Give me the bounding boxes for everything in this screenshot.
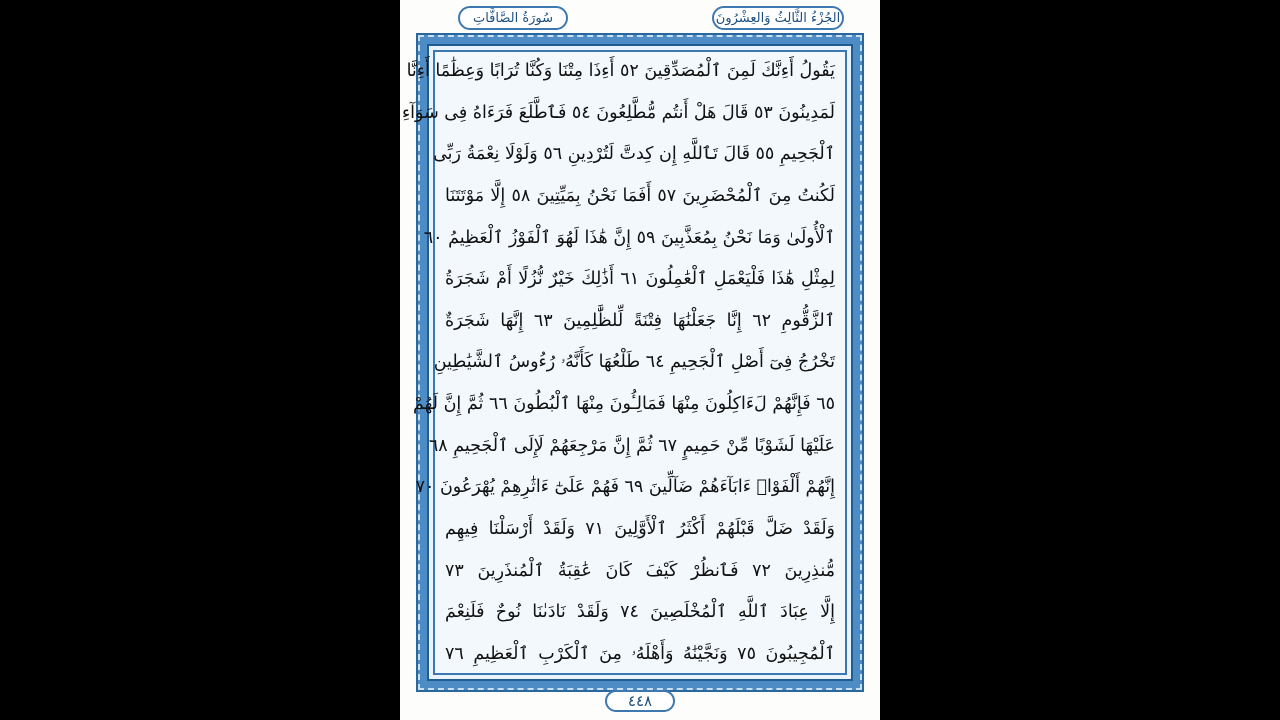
verse-line: إِلَّا عِبَادَ ٱللَّهِ ٱلْمُخْلَصِينَ ٧٤ وَلَقَدْ نَادَىٰنَا نُوحٌ فَلَنِعْمَ xyxy=(445,602,835,623)
verse-line: مُّنذِرِينَ ٧٢ فَٱنظُرْ كَيْفَ كَانَ عَٰقِبَةُ ٱلْمُنذَرِينَ ٧٣ xyxy=(445,560,835,581)
verse-line: لَمَدِينُونَ ٥٣ قَالَ هَلْ أَنتُم مُّطَّلِعُونَ ٥٤ فَٱطَّلَعَ فَرَءَاهُ فِى سَوَآءِ xyxy=(401,102,835,123)
verse-line: تَخْرُجُ فِىٓ أَصْلِ ٱلْجَحِيمِ ٦٤ طَلْعُهَا كَأَنَّهُۥ رُءُوسُ ٱلشَّيَٰطِينِ xyxy=(433,352,835,373)
surah-name-header: سُورَةُ الصَّافَّاتِ xyxy=(458,6,568,30)
verse-line: عَلَيْهَا لَشَوْبًا مِّنْ حَمِيمٍ ٦٧ ثُمَّ إِنَّ مَرْجِعَهُمْ لَإِلَى ٱلْجَحِيمِ ٦٨ xyxy=(428,435,835,456)
verse-line: ٱلزَّقُّومِ ٦٢ إِنَّا جَعَلْنَٰهَا فِتْنَةً لِّلظَّٰلِمِينَ ٦٣ إِنَّهَا شَجَرَةٌ xyxy=(445,310,835,331)
verse-line: ٱلْأُولَىٰ وَمَا نَحْنُ بِمُعَذَّبِينَ ٥٩ إِنَّ هَٰذَا لَهُوَ ٱلْفَوْزُ ٱلْعَظِيمُ ٦٠ xyxy=(423,227,835,248)
decorative-frame xyxy=(401,35,862,690)
verse-lines xyxy=(401,60,845,665)
verse-line: وَلَقَدْ ضَلَّ قَبْلَهُمْ أَكْثَرُ ٱلْأَوَّلِينَ ٧١ وَلَقَدْ أَرْسَلْنَا فِيهِم xyxy=(445,519,835,540)
verse-line: يَقُولُ أَءِنَّكَ لَمِنَ ٱلْمُصَدِّقِينَ ٥٢ أَءِذَا مِتْنَا وَكُنَّا تُرَابًا وَعِظَٰمًا أَءِنَّا xyxy=(406,61,835,81)
verse-line: إِنَّهُمْ أَلْفَوْا۟ ءَابَآءَهُمْ ضَآلِّينَ ٦٩ فَهُمْ عَلَىٰٓ ءَاثَٰرِهِمْ يُهْرَعُونَ ٧٠ xyxy=(415,477,835,498)
mushaf-page xyxy=(400,0,880,720)
verse-line: ٱلْجَحِيمِ ٥٥ قَالَ تَٱللَّهِ إِن كِدتَّ لَتُرْدِينِ ٥٦ وَلَوْلَا نِعْمَةُ رَبِّى xyxy=(433,144,835,165)
verse-line: لِمِثْلِ هَٰذَا فَلْيَعْمَلِ ٱلْعَٰمِلُونَ ٦١ أَذَٰلِكَ خَيْرٌ نُّزُلًا أَمْ شَجَرَةُ xyxy=(445,269,835,290)
page-number: ٤٤٨ xyxy=(605,690,675,712)
text-area xyxy=(401,50,847,675)
verse-line: ٱلْمُجِيبُونَ ٧٥ وَنَجَّيْنَٰهُ وَأَهْلَهُۥ مِنَ ٱلْكَرْبِ ٱلْعَظِيمِ ٧٦ xyxy=(445,643,835,664)
verse-line: لَكُنتُ مِنَ ٱلْمُحْضَرِينَ ٥٧ أَفَمَا نَحْنُ بِمَيِّتِينَ ٥٨ إِلَّا مَوْتَتَنَا xyxy=(445,185,835,206)
juz-header: الجُزْءُ الثَّالِثُ وَالعِشْرُونَ xyxy=(712,6,844,30)
verse-line: ٦٥ فَإِنَّهُمْ لَءَاكِلُونَ مِنْهَا فَمَالِـُٔونَ مِنْهَا ٱلْبُطُونَ ٦٦ ثُمَّ إِنَّ لَهُمْ xyxy=(412,394,835,415)
